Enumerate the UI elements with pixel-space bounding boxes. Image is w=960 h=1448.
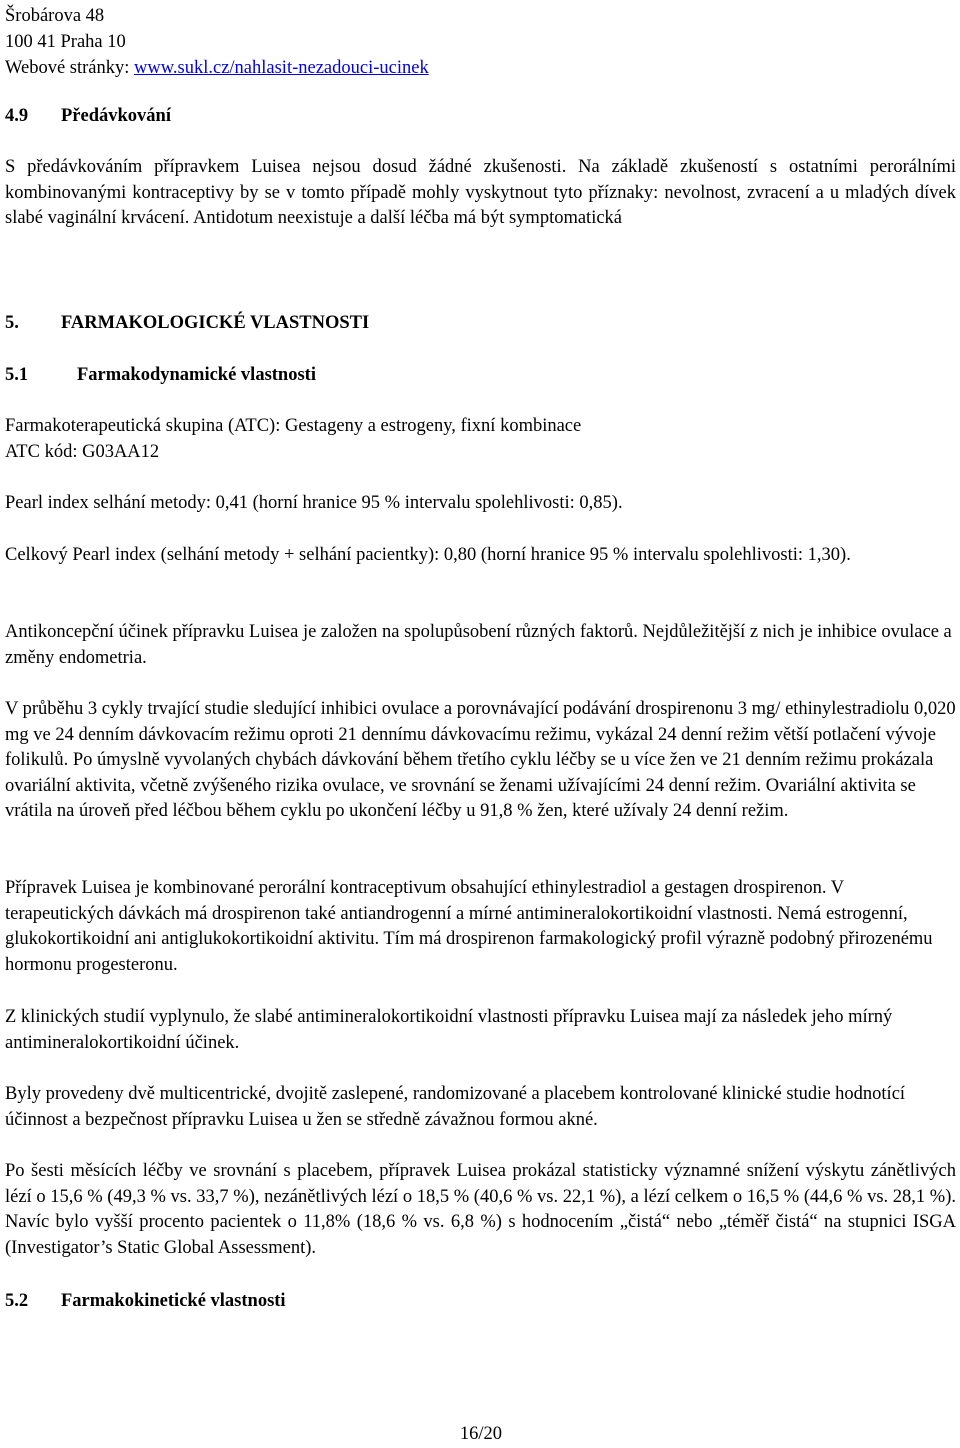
web-label: Webové stránky: (5, 58, 135, 78)
section-title: Předávkování (61, 106, 171, 126)
ovulation-study-paragraph: V průběhu 3 cykly trvající studie sledující inhibici ovulace a porovnávající podávání drospirenonu 3 mg/ ethinylestradiolu 0,020 mg ve 24 denním dávkovacím režimu oproti 21 dennímu dávkovacímu režimu, vykázal 24 denní režim větší potlačení vývoje folikulů. Po úmyslně vyvolaných chybách dávkování během třetího cyklu léčby se u více žen ve 21 denním režimu prokázala ovariální aktivita, včetně zvýšeného rizika ovulace, ve srovnání se ženami užívajícími 24 denní režim. Ovariální aktivita se vrátila na úroveň před léčbou během cyklu po ukončení léčby u 91,8 % žen, které užívaly 24 denní režim. (5, 699, 956, 821)
section-number: 5.1 (5, 365, 29, 385)
section-number: 4.9 (5, 106, 29, 126)
pearl-index-paragraph: Pearl index selhání metody: 0,41 (horní hranice 95 % intervalu spolehlivosti: 0,85). (5, 493, 623, 513)
atc-group: Farmakoterapeutická skupina (ATC): Gestageny a estrogeny, fixní kombinace (5, 416, 582, 436)
acne-results-paragraph: Po šesti měsících léčby ve srovnání s placebem, přípravek Luisea prokázal statisticky významné snížení výskytu zánětlivých lézí o 15,6 % (49,3 % vs. 33,7 %), nezánětlivých lézí o 18,5 % (40,6 % vs. 22,1 %), a lézí celkem o 16,5 % (44,6 % vs. 28,1 %). Navíc bylo vyšší procento pacientek o 11,8% (18,6 % vs. 6,8 %) s hodnocením „čistá“ nebo „téměř čistá“ na stupnici ISGA (Investigator’s Static Global Assessment). (5, 1161, 956, 1258)
atc-code: ATC kód: G03AA12 (5, 441, 160, 462)
address-city: 100 41 Praha 10 (5, 32, 126, 52)
total-pearl-index-paragraph: Celkový Pearl index (selhání metody + selhání pacientky): 0,80 (horní hranice 95 % intervalu spolehlivosti: 1,30). (5, 545, 851, 565)
section-4-9-heading (5, 104, 171, 130)
document-page (5, 0, 957, 1444)
drospirenone-profile-paragraph: Přípravek Luisea je kombinované perorální kontraceptivum obsahující ethinylestradiol a gestagen drospirenon. V terapeutických dávkách má drospirenon také antiandrogenní a mírné antimineralokortikoidní vlastnosti. Nemá estrogenní, glukokortikoidní ani antiglukokortikoidní aktivitu. Tím má drospirenon farmakologický profil výrazně podobný přirozenému hormonu progesteronu. (5, 878, 933, 975)
acne-studies-paragraph: Byly provedeny dvě multicentrické, dvojitě zaslepené, randomizované a placebem kontrolované klinické studie hodnotící účinnost a bezpečnost přípravku Luisea u žen se středně závažnou formou akné. (5, 1084, 906, 1130)
address-block (5, 3, 429, 81)
overdose-paragraph: S předávkováním přípravkem Luisea nejsou dosud žádné zkušenosti. Na základě zkušeností s ostatními perorálními kombinovanými kontraceptivy by se v tomto případě mohly vyskytnout tyto příznaky: nevolnost, zvracení a u mladých dívek slabé vaginální krvácení. Antidotum neexistuje a další léčba má být symptomatická (5, 157, 956, 228)
section-5-1-heading (5, 363, 316, 389)
section-title: Farmakodynamické vlastnosti (77, 365, 316, 385)
atc-block (5, 414, 956, 465)
clinical-studies-paragraph: Z klinických studií vyplynulo, že slabé antimineralokortikoidní vlastnosti přípravku Luisea mají za následek jeho mírný antimineralokortikoidní účinek. (5, 1007, 893, 1053)
section-5-heading (5, 311, 369, 337)
page-number: 16/20 (459, 1424, 503, 1444)
section-title: Farmakokinetické vlastnosti (61, 1291, 286, 1311)
contraceptive-effect-paragraph: Antikoncepční účinek přípravku Luisea je založen na spolupůsobení různých faktorů. Nejdůležitější z nich je inhibice ovulace a změny endometria. (5, 622, 952, 668)
web-link[interactable]: www.sukl.cz/nahlasit-nezadouci-ucinek (134, 58, 429, 78)
section-5-2-heading (5, 1289, 286, 1315)
section-number: 5. (5, 313, 19, 333)
section-number: 5.2 (5, 1291, 29, 1311)
address-street: Šrobárova 48 (5, 6, 105, 26)
address-web (5, 55, 429, 81)
section-title: FARMAKOLOGICKÉ VLASTNOSTI (61, 313, 370, 333)
